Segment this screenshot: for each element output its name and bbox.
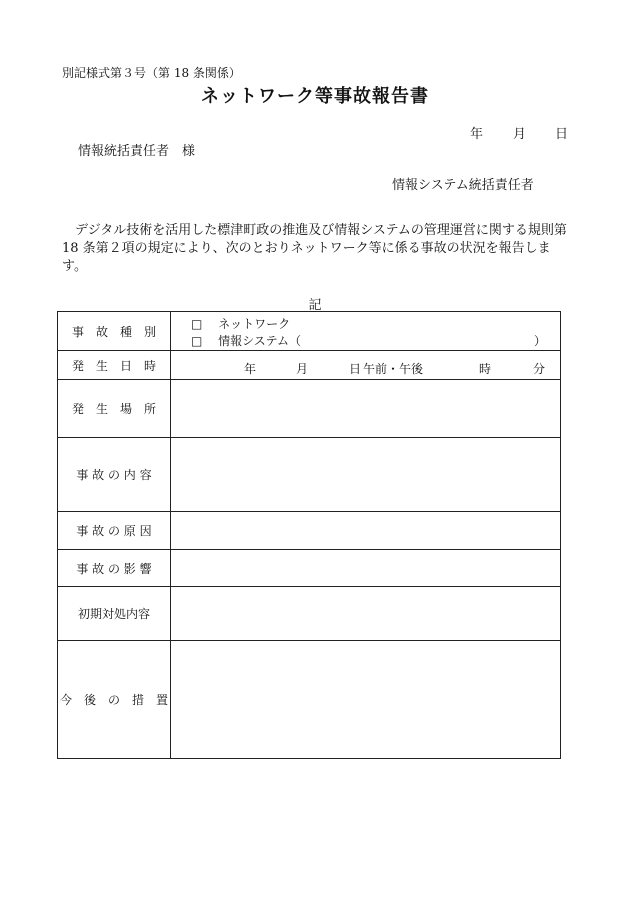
label-cause: 事 故 の 原 因 [58,512,171,550]
page-title: ネットワーク等事故報告書 [201,86,429,107]
label-location: 発 生 場 所 [58,380,171,438]
dt-minute-unit: 分 [533,362,546,376]
option-info-system[interactable] [191,332,560,349]
label-initial-response: 初期対処内容 [58,587,171,641]
accident-type-cell [171,312,561,351]
row-accident-type [58,312,561,351]
paren-close: ） [533,334,546,348]
dt-year-unit: 年 [244,362,257,376]
row-content [58,438,561,512]
body-text: デジタル技術を活用した標津町政の推進及び情報システムの管理運営に関する規則第 18 条第２項の規定により、次のとおりネットワーク等に係る事故の状況を報告します。 [62,223,567,274]
label-datetime: 発 生 日 時 [58,351,171,380]
checkbox-network[interactable]: □ [191,317,203,331]
label-impact: 事 故 の 影 響 [58,550,171,587]
row-datetime [58,351,561,380]
date-month-unit: 月 [513,127,527,142]
dt-day-unit: 日 [349,362,362,376]
row-location [58,380,561,438]
reporter: 情報システム統括責任者 [392,178,534,193]
option-network-label: ネットワーク [218,317,291,331]
option-network[interactable] [191,315,290,332]
label-content: 事 故 の 内 容 [58,438,171,512]
checkbox-info-system[interactable]: □ [191,334,203,348]
impact-field[interactable] [171,550,561,587]
location-field[interactable] [171,380,561,438]
dt-ampm: 午前・午後 [363,362,424,376]
datetime-cell[interactable] [171,351,561,380]
label-future-measures: 今 後 の 措 置 [58,641,171,759]
row-impact [58,550,561,587]
date-year-unit: 年 [470,127,484,142]
recipient: 情報統括責任者 様 [78,144,196,159]
report-form-table [57,311,561,759]
date-day-unit: 日 [555,127,569,142]
dt-hour-unit: 時 [479,362,492,376]
future-measures-field[interactable] [171,641,561,759]
content-field[interactable] [171,438,561,512]
row-cause [58,512,561,550]
row-future-measures [58,641,561,759]
cause-field[interactable] [171,512,561,550]
ki-heading: 記 [308,298,322,313]
option-info-system-label: 情報システム（ [218,334,301,348]
initial-response-field[interactable] [171,587,561,641]
dt-month-unit: 月 [296,362,309,376]
label-accident-type: 事 故 種 別 [58,312,171,351]
row-initial-response [58,587,561,641]
form-number: 別記様式第３号（第 18 条関係） [62,66,241,80]
